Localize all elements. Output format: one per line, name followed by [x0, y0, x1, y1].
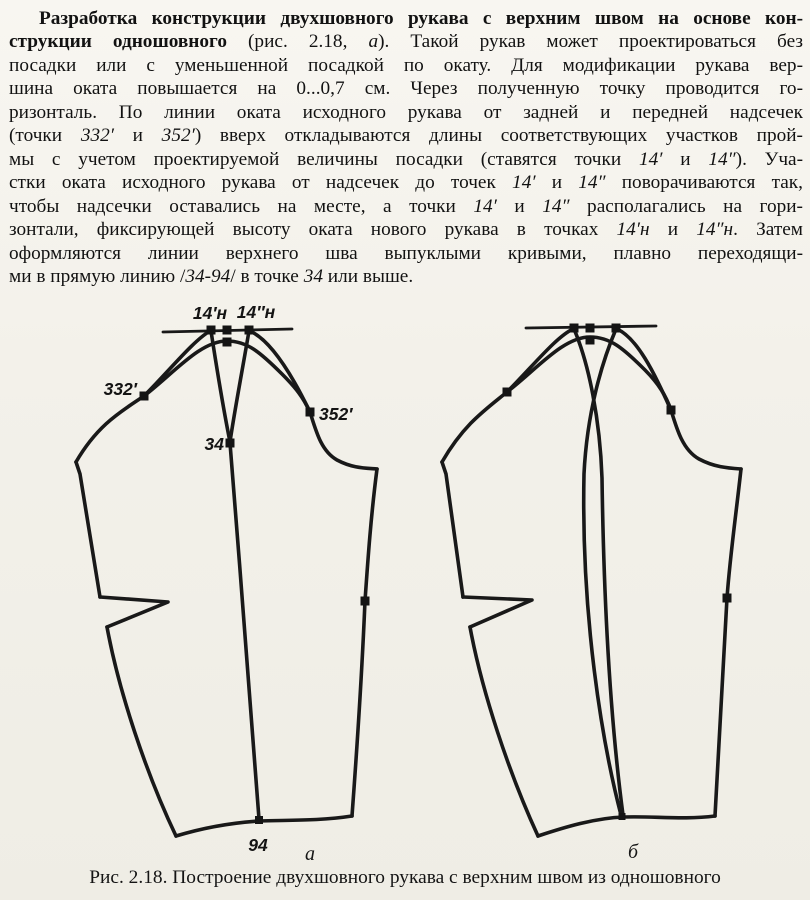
- hem-seam-marker-b: [619, 813, 626, 820]
- back-edge-lower-b: [470, 627, 538, 836]
- text-segment: ). Уча-: [735, 148, 803, 170]
- wrist-hem-a: [176, 816, 352, 836]
- text-segment: 34: [303, 265, 323, 287]
- point-marker: [612, 324, 621, 333]
- text-segment: чтобы надсечки оставались на месте, а точки: [9, 195, 474, 217]
- paragraph-line: [9, 171, 803, 194]
- upper-seam-back-line-a: [211, 331, 230, 442]
- text-segment: зонтали, фиксирующей высоту оката нового рукава в точках: [9, 219, 617, 241]
- paragraph-line: [9, 265, 803, 288]
- text-segment: и: [496, 195, 543, 217]
- text-segment: 14′н: [616, 219, 650, 241]
- text-segment: поворачиваются так,: [605, 172, 803, 194]
- text-segment: 14′: [512, 172, 536, 194]
- front-notch-marker-b: [667, 406, 676, 415]
- text-segment: 14″н: [696, 219, 734, 241]
- text-segment: ризонталь. По линии оката исходного рукава от задней и передней надсечек: [9, 101, 803, 123]
- wrist-hem-b: [538, 816, 715, 836]
- diagram-a: [76, 302, 377, 865]
- figure-caption: Рис. 2.18. Построение двухшовного рукава с верхним швом из одношовного: [89, 867, 721, 888]
- upper-seam-front-line-a: [230, 331, 249, 442]
- label-34: 34: [204, 434, 224, 454]
- text-segment: и: [662, 148, 709, 170]
- text-segment: и: [113, 125, 162, 147]
- label-14-dblprime-n: 14″н: [236, 302, 276, 322]
- paragraph-line: [9, 54, 803, 77]
- front-edge-b: [715, 469, 741, 816]
- point-marker-332: [140, 392, 149, 401]
- text-segment: а: [368, 31, 379, 53]
- diagram-b: [442, 324, 741, 864]
- text-segment: шина оката повышается на 0...0,7 см. Через полученную точку проводится го-: [9, 78, 803, 100]
- paragraph-line: [9, 30, 803, 53]
- text-segment: и: [535, 172, 579, 194]
- point-marker: [207, 326, 216, 335]
- text-segment: 14′: [638, 148, 663, 170]
- text-segment: 332′: [80, 125, 114, 147]
- new-back-cap-curve-b: [507, 329, 573, 392]
- label-352: 352′: [319, 404, 353, 424]
- text-segment: (точки: [9, 125, 81, 147]
- text-segment: 14″: [542, 195, 570, 217]
- elbow-dart-b: [463, 597, 532, 627]
- text-segment: / в точке: [230, 265, 304, 287]
- point-marker: [586, 336, 595, 345]
- paragraph-line: [9, 218, 803, 241]
- point-marker-94: [255, 816, 263, 824]
- text-segment: 14″: [708, 148, 736, 170]
- back-edge-upper-a: [76, 462, 100, 597]
- text-segment: Разработка конструкции двухшовного рукава с верхним швом на основе кон-: [39, 8, 803, 29]
- center-seam-line-a: [230, 443, 259, 819]
- point-marker: [223, 326, 232, 335]
- elbow-dart-a: [100, 597, 168, 627]
- label-94: 94: [248, 835, 268, 855]
- text-segment: (рис. 2.18,: [248, 31, 369, 53]
- text-segment: 352′: [161, 125, 195, 147]
- paragraph-line: [9, 77, 803, 100]
- back-edge-upper-b: [442, 462, 463, 597]
- text-segment: ми в прямую линию /: [9, 265, 186, 287]
- text-segment: 34-94: [185, 265, 231, 287]
- point-marker: [586, 324, 595, 333]
- text-segment: 14″: [578, 172, 606, 194]
- paragraph-line: [9, 242, 803, 265]
- figure-2-18: [0, 296, 810, 870]
- text-segment: и: [649, 219, 697, 241]
- new-back-cap-curve-a: [144, 331, 210, 396]
- paragraph-line: [9, 101, 803, 124]
- text-segment: 14′: [473, 195, 497, 217]
- label-332: 332′: [103, 379, 137, 399]
- back-edge-lower-a: [107, 627, 176, 836]
- point-marker: [245, 326, 254, 335]
- sublabel-a: а: [305, 843, 315, 865]
- text-segment: ). Такой рукав может проектироваться без: [378, 31, 803, 53]
- back-notch-marker-b: [503, 388, 512, 397]
- text-segment: мы с учетом проектируемой величины посадки (ставятся точки: [9, 148, 639, 170]
- text-segment: или выше.: [322, 265, 414, 287]
- upper-seam-line-1-b: [574, 329, 623, 815]
- text-segment: струкции одношовного: [9, 31, 249, 53]
- point-marker: [223, 338, 232, 347]
- paragraph-line: [9, 148, 803, 171]
- text-segment: . Затем: [733, 219, 804, 241]
- text-segment: оформляются линии верхнего шва выпуклыми кривыми, плавно переходящи-: [9, 242, 803, 264]
- paragraph-line: [9, 195, 803, 218]
- edge-notch-marker-b: [723, 594, 732, 603]
- front-edge-a: [352, 469, 377, 816]
- paragraph-line: [9, 7, 803, 30]
- point-marker-34: [226, 439, 235, 448]
- edge-notch-marker-a: [361, 597, 370, 606]
- sublabel-b: б: [627, 841, 639, 863]
- label-14-prime-n: 14′н: [192, 303, 228, 323]
- paragraph-line: [9, 124, 803, 147]
- point-marker-352: [306, 408, 315, 417]
- text-segment: посадки или с уменьшенной посадкой по окату. Для модификации рукава вер-: [9, 54, 803, 76]
- text-segment: ) вверх откладываются длины соответствующих участков прой-: [194, 125, 803, 147]
- paragraph: [9, 7, 803, 288]
- point-marker: [570, 324, 579, 333]
- text-segment: располагались на гори-: [569, 195, 803, 217]
- text-segment: стки оката исходного рукава от надсечек до точек: [9, 172, 513, 194]
